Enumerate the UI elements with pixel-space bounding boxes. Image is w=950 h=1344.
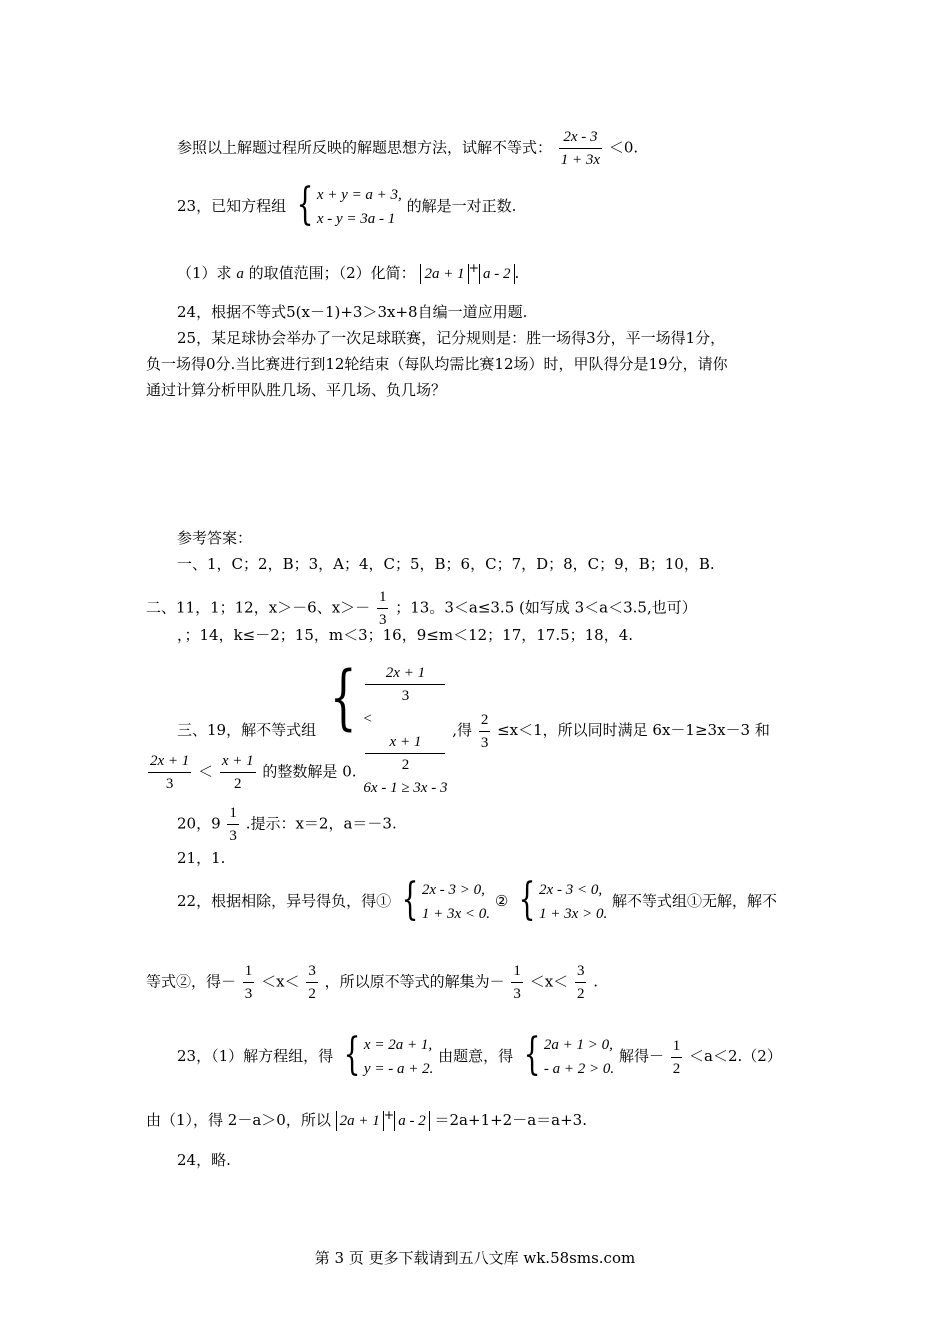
instruction-line: 参照以上解题过程所反映的解题思想方法，试解不等式： $\frac{2x - 3}{1 + 3x}$ ＜0. — [177, 126, 638, 171]
inequality-fraction: $\frac{2x - 3}{1 + 3x}$ — [559, 126, 602, 171]
answer-19-cont: $\frac{2x + 1}{3}$ ＜ $\frac{x + 1}{2}$ 的整数解是 0. — [146, 750, 357, 795]
answer-23-cont: 由（1），得 2－a＞0，所以 2a + 1 + a - 2 ＝2a+1+2－a＝a+3. — [146, 1107, 587, 1129]
question-25-line3: 通过计算分析甲队胜几场、平几场、负几场？ — [146, 381, 447, 399]
answer-19: 三、19，解不等式组 { 2x + 1 3 < x + 1 2 6x - 1 ≥ 3x - 3 ,得 $\frac{2}{3}$ ≤x＜1，所以同时满足 6x－1≥3x－3 和 — [177, 662, 770, 800]
question-23-subparts: （1）求 a 的取值范围；（2）化简： 2a + 1 + a - 2 . — [177, 260, 520, 282]
question-24: 24，根据不等式5(x－1)+3＞3x+8自编一道应用题. — [177, 303, 528, 321]
page-footer: 第 3 页 更多下载请到五八文库 wk.58sms.com — [314, 1249, 636, 1267]
answer-20: 20，9 $\frac{1}{3}$ .提示：x＝2，a＝－3. — [177, 802, 397, 847]
equation-system: { x + y = a + 3, x - y = 3a - 1 — [296, 179, 402, 230]
answer-22-cont: 等式②，得－ $\frac{1}{3}$ ＜x＜ $\frac{3}{2}$ ，所以原不等式的解集为－ $\frac{1}{3}$ ＜x＜ $\frac{3}{2}$ . — [146, 960, 598, 1005]
answers-section-1: 一、1，C；2，B；3，A；4，C；5，B；6，C；7，D；8，C；9，B；10，B. — [177, 555, 715, 573]
answer-24: 24，略. — [177, 1151, 231, 1169]
absolute-value: a - 2 — [479, 264, 515, 284]
answers-heading: 参考答案： — [177, 529, 253, 547]
absolute-value: 2a + 1 — [420, 264, 468, 284]
question-23: 23，已知方程组 { x + y = a + 3, x - y = 3a - 1 的解是一对正数. — [177, 179, 517, 230]
answer-22: 22，根据相除，异号得负，得① { 2x - 3 > 0, 1 + 3x < 0. ② { 2x - 3 < 0, 1 + 3x > 0. 解不等式组①无解，解不 — [177, 874, 777, 925]
answer-23: 23，（1）解方程组，得 { x = 2a + 1, y = - a + 2. 由题意，得 { 2a + 1 > 0, - a + 2 > 0. 解得－ $\frac{1}{2}$ ＜a＜2.（2） — [177, 1029, 782, 1080]
question-25-line2: 负一场得0分.当比赛进行到12轮结束（每队均需比赛12场）时，甲队得分是19分，请你 — [146, 355, 728, 373]
question-25-line1: 25，某足球协会举办了一次足球联赛，记分规则是：胜一场得3分，平一场得1分， — [177, 329, 726, 347]
inequality-system: { 2x + 1 3 < x + 1 2 6x - 1 ≥ 3x - 3 — [329, 656, 448, 796]
answers-section-2: 二、11，1；12，x＞－6、x＞－ $\frac{1}{3}$ ；13。3＜a≤3.5 (如写成 3＜a＜3.5,也可） — [146, 586, 697, 631]
answer-21: 21，1. — [177, 849, 226, 867]
answers-section-2-cont: ，；14，k≤－2；15，m＜3；16，9≤m＜12；17，17.5；18，4. — [177, 626, 634, 644]
